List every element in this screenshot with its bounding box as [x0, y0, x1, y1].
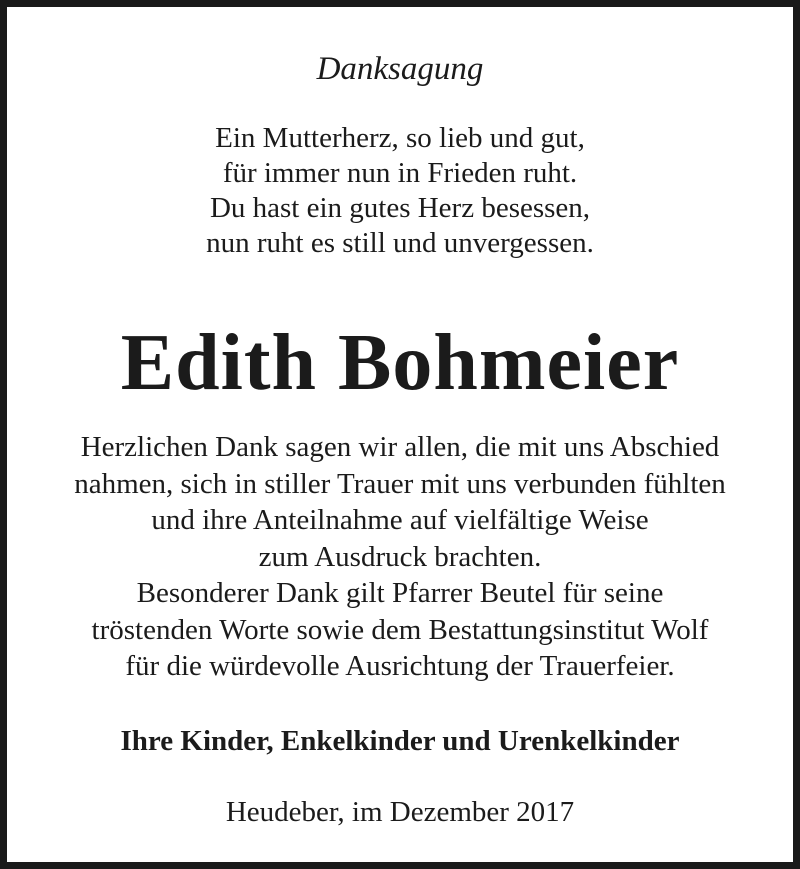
thanks-text	[7, 429, 793, 685]
thanks-line: Besonderer Dank gilt Pfarrer Beutel für seine	[136, 577, 664, 609]
family-signature: Ihre Kinder, Enkelkinder und Urenkelkinder	[120, 725, 680, 757]
thanks-line: Herzlichen Dank sagen wir allen, die mit uns Abschied	[80, 431, 720, 463]
thanks-line: nahmen, sich in stiller Trauer mit uns verbunden fühlten	[74, 467, 726, 500]
notice-heading: Danksagung	[316, 51, 484, 87]
thanks-line: zum Ausdruck brachten.	[258, 540, 542, 573]
place-and-date: Heudeber, im Dezember 2017	[225, 796, 575, 828]
memorial-poem	[7, 121, 793, 261]
poem-line: Ein Mutterherz, so lieb und gut,	[215, 122, 585, 154]
thanks-line: und ihre Anteilnahme auf vielfältige Weise	[151, 504, 649, 536]
thanks-line: tröstenden Worte sowie dem Bestattungsinstitut Wolf	[91, 613, 709, 646]
thanks-line: für die würdevolle Ausrichtung der Trauerfeier.	[125, 650, 675, 682]
poem-line: für immer nun in Frieden ruht.	[222, 157, 578, 189]
deceased-name: Edith Bohmeier	[120, 319, 680, 407]
poem-line: nun ruht es still und unvergessen.	[206, 227, 594, 259]
poem-line: Du hast ein gutes Herz besessen,	[209, 192, 591, 224]
